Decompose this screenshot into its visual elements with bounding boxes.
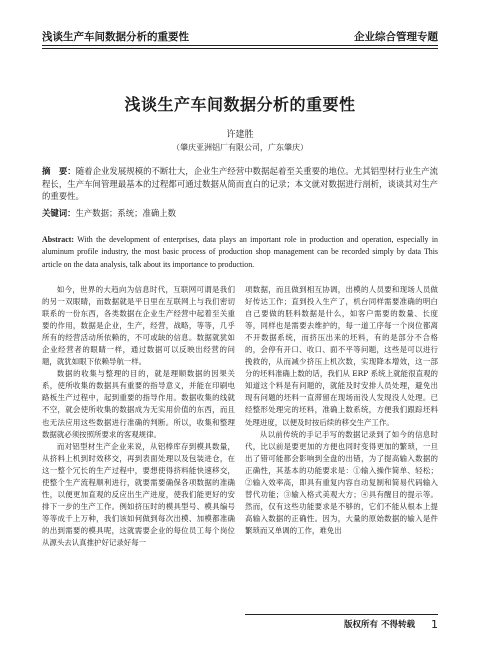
header-rule bbox=[42, 45, 438, 46]
running-header bbox=[42, 26, 438, 44]
keywords bbox=[42, 207, 438, 219]
author-affiliation: （肇庆亚洲铝厂有限公司，广东肇庆） bbox=[172, 143, 308, 152]
author-name: 许建胜 bbox=[226, 130, 254, 140]
body-column-left bbox=[42, 284, 235, 549]
paper-title: 浅谈生产车间数据分析的重要性 bbox=[124, 95, 356, 114]
keywords-label: 关键词： bbox=[42, 208, 76, 218]
abstract-text: 随着企业发展规模的不断壮大，企业生产经营中数据起着至关重要的地位。尤其铝型材行业生产流程长，生产车间管理最基本的过程都可通过数据从简而直白的记录；本文就对数据进行剖析，谈谈其对生产的重要性。 bbox=[42, 166, 439, 202]
body-column-right bbox=[245, 284, 438, 537]
header-column-name: 企业综合管理专题 bbox=[354, 31, 438, 43]
footer-rule bbox=[245, 614, 438, 615]
header-rule-thin bbox=[42, 48, 438, 49]
abstract-en-text: With the development of enterprises, data plays an important role in production and operation, especially in aluminum profile industry, the most basic process of production shop management can be recorded simply by data This article on the data analysis, talk about its importance to production. bbox=[42, 235, 438, 269]
body-paragraph: 如今，世界的大趋向为信息时代，互联网可谓是我们的另一双眼睛，而数据就是平日里在互联网上与我们密切联系的一份东西，各类数据在企业生产经营中起着至关重要的作用，数据是企业，生产，经营，战略，等等，几乎所有的经营活动所依赖的，不可或缺的信息。数据就犹如企业经营者的眼睛一样，通过数据可以反映出经营的问题，就犹如眼下依赖导航一样。 bbox=[42, 285, 235, 367]
abstract-label: 摘 要： bbox=[42, 166, 76, 176]
page-footer bbox=[245, 617, 438, 631]
keywords-text: 生产数据；系统；准确上数 bbox=[75, 208, 176, 218]
body-paragraph: 从以前传统的手记手写的数据记录到了如今的信息时代，比以前是要更加的方便也同时变得更加的繁琐，一旦出了错可能都会影响到全盘的出错，为了提高输入数据的正确性，其基本的功能要求是：①输入操作简单、轻松；②输入效率高，即具有重复内容自动复制和简易代码输入替代功能；③输入格式美观大方；④具有醒目的提示等。然而，仅有这些功能要求是不够的，它们不能从根本上提高输入数据的正确性。因为，大量的原始数据的输入是件繁琐而又单调的工作，难免出 bbox=[245, 429, 438, 535]
abstract-en-label: Abstract: bbox=[42, 235, 74, 244]
abstract-chinese bbox=[42, 165, 438, 203]
body-paragraph: 而对铝型材生产企业来说，从铝棒库存到模具数量，从挤料上机到时效移交，再到表面处理以及包装进仓，在这一整个冗长的生产过程中，要想使得挤料能快速移交，使整个生产流程顺利进行，就要需要确保各项数据的准确性，以便更加直观的反应出生产进度，使我们能更好的安排下一步的生产工作。例如挤压时的模具型号、模具编号等等成千上万种，我们该如何做到每次出模、加模都准确的出到需要的模具呢，这就需要企业的每位员工每个岗位从源头去认真推护好记录好每一 bbox=[42, 441, 235, 547]
header-left-title: 浅谈生产车间数据分析的重要性 bbox=[42, 31, 189, 43]
body-paragraph: 数据的收集与整理的目的，就是理顺数据的因果关系，使所收集的数据具有重要的指导意义，并能在印刷电路板生产过程中，起到重要的指导作用。数据收集的线就不空，就会使所收集的数据成为无实用价值的东西，而且也无法应用这些数据进行准确的判断。所以，收集和整理数据就必须按照所要求的客观规律。 bbox=[42, 369, 235, 439]
page-number: 1 bbox=[431, 617, 438, 631]
body-paragraph: 项数据，而且做到相互协调，出模的人员要和现场人员做好传达工作；直到投入生产了，机台同样需要准确的明白自己要做的胚料数据是什么，如客户需要的数量、长度等，同样也是需要去维护的，每一道工序每一个岗位都离不开数据系统，而挤压出来的坯料，有的是部分不合格的，会停有开口、收口、面不平等问题，这些是可以进行挽救的，从而减少挤压上机次数，实现降本增效，这一部分的坯料准确上数的话，我们从 ERP 系统上就能很直观的知道这个料是有问题的，就能及时安排人员处理，避免出现有问题的坯料一直滞留在现场而没人发现没人处理。已经整形处理完的坯料，准确上数系统，方便我们跟踪坯料处理进度，以便及时按后续的移交生产工作。 bbox=[245, 285, 438, 427]
copyright-notice: 版权所有 不得转载 bbox=[344, 620, 415, 630]
abstract-english bbox=[42, 234, 438, 271]
